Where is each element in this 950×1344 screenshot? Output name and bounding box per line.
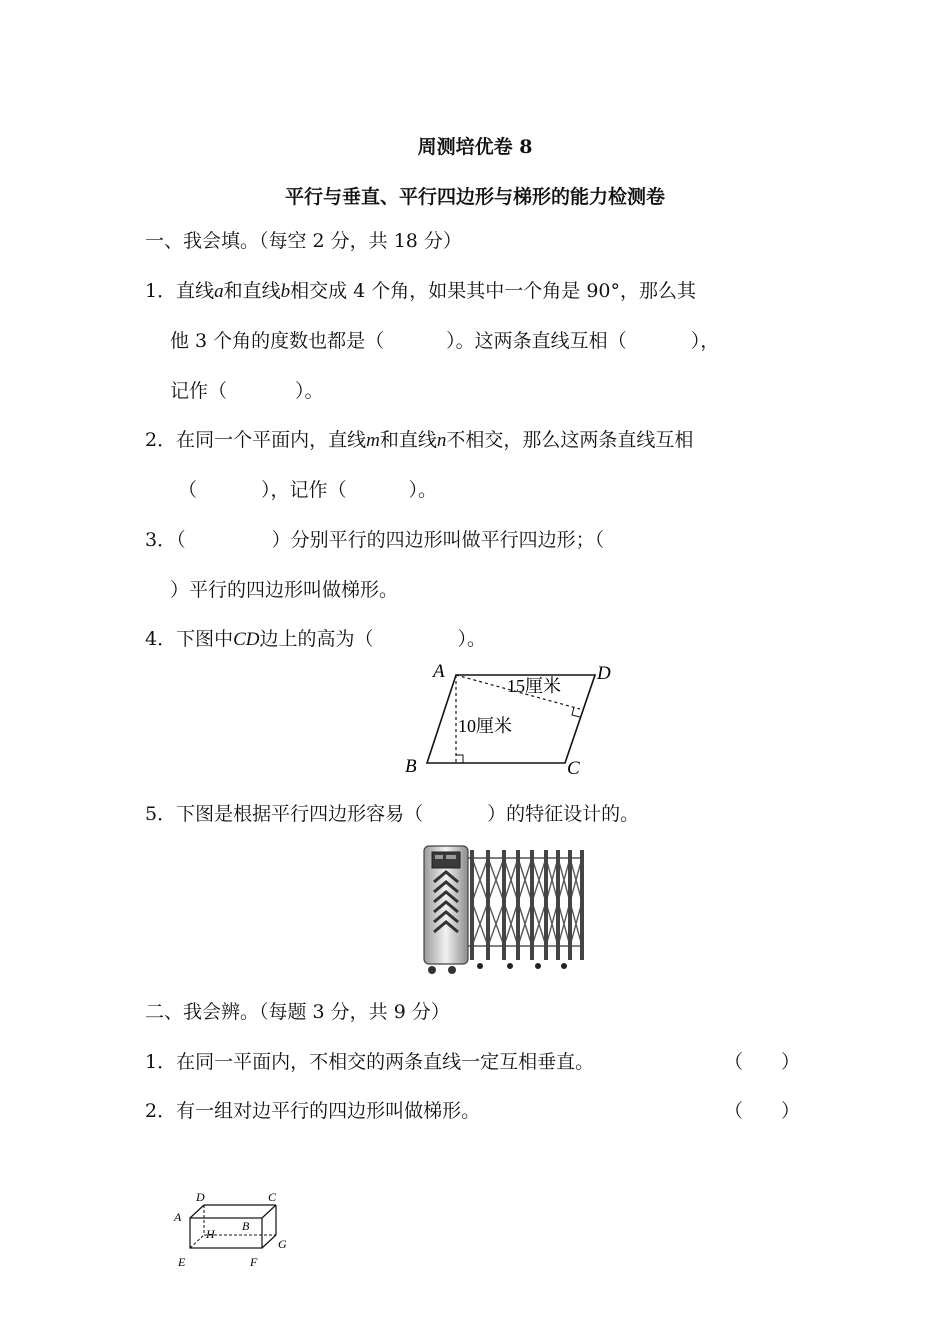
question-1-line-1 — [145, 279, 696, 304]
question-text: （ — [176, 529, 186, 551]
question-number: 1． — [145, 1051, 177, 1073]
question-number: 1． — [145, 280, 177, 302]
vertex-label-a: A — [433, 661, 445, 682]
dimension-label-10cm: 10厘米 — [458, 716, 512, 736]
judge-question-1 — [145, 1050, 594, 1074]
question-text: ）。这两条直线互相（ — [446, 330, 627, 352]
question-number: 4． — [145, 628, 177, 650]
question-text: 在同一个平面内，直线 — [176, 429, 367, 451]
question-text: 不相交，那么这两条直线互相 — [446, 429, 694, 451]
question-3-line-1 — [145, 528, 604, 552]
vertex-label-b: B — [405, 756, 417, 777]
variable-cd: CD — [233, 629, 260, 650]
right-angle-mark-bc — [456, 755, 463, 763]
answer-bracket-1[interactable]: （ ） — [724, 1051, 801, 1073]
question-text: （ — [178, 479, 198, 501]
section2-heading: 二、我会辨。（每题 3 分，共 9 分） — [145, 1001, 450, 1023]
question-1-line-2 — [170, 329, 719, 353]
question-5-line-1 — [145, 802, 639, 826]
vertex-label-c: C — [268, 1190, 277, 1204]
question-3-line-2: ）平行的四边形叫做梯形。 — [170, 579, 399, 601]
dimension-label-15cm: 15厘米 — [507, 676, 561, 696]
vertex-label-c: C — [567, 758, 580, 779]
question-text: 直线 — [176, 280, 215, 302]
vertex-label-e: E — [178, 1255, 186, 1269]
question-text: ），记作（ — [261, 479, 347, 501]
question-number: 5． — [145, 803, 177, 825]
question-text: ）。 — [295, 380, 324, 402]
question-text: ）。 — [457, 628, 487, 650]
page-title: 周测培优卷 8 — [417, 136, 533, 158]
question-text: ）。 — [408, 479, 438, 501]
page-subtitle: 平行与垂直、平行四边形与梯形的能力检测卷 — [284, 186, 665, 208]
vertex-label-d: D — [597, 663, 611, 684]
vertex-label-f: F — [250, 1255, 258, 1269]
vertex-label-a: A — [174, 1210, 182, 1224]
cuboid-figure — [168, 1185, 298, 1271]
question-1-line-3 — [170, 379, 324, 403]
judge-question-2 — [145, 1099, 480, 1123]
variable-b: b — [280, 281, 291, 302]
question-text: 他 3 个角的度数也都是（ — [170, 330, 385, 352]
answer-bracket-2[interactable]: （ ） — [724, 1100, 801, 1122]
retractable-gate-image — [418, 838, 588, 978]
question-text: 和直线 — [379, 429, 437, 451]
vertex-label-b: B — [242, 1219, 250, 1233]
question-text: 下图是根据平行四边形容易（ — [176, 803, 424, 825]
question-text: ）的特征设计的。 — [487, 803, 640, 825]
question-text: 和直线 — [223, 280, 281, 302]
question-number: 2． — [145, 1100, 177, 1122]
question-text: 在同一平面内，不相交的两条直线一定互相垂直。 — [176, 1051, 595, 1073]
question-text: 边上的高为（ — [259, 628, 374, 650]
variable-a: a — [214, 281, 224, 302]
question-number: 3． — [145, 529, 177, 551]
question-number: 2． — [145, 429, 177, 451]
question-2-line-1 — [145, 428, 693, 453]
question-text: 相交成 4 个角，如果其中一个角是 90°，那么其 — [290, 280, 697, 302]
question-text: ）， — [690, 330, 720, 352]
vertex-label-h: H — [206, 1227, 215, 1241]
variable-n: n — [436, 430, 447, 451]
question-2-line-2 — [178, 478, 437, 502]
section1-heading: 一、我会填。（每空 2 分，共 18 分） — [145, 230, 462, 252]
question-text: ）分别平行的四边形叫做平行四边形；（ — [271, 529, 605, 551]
question-text: 下图中 — [176, 628, 234, 650]
question-4-line-1 — [145, 627, 486, 652]
vertex-label-g: G — [278, 1237, 287, 1251]
vertex-label-d: D — [196, 1190, 205, 1204]
question-text: 有一组对边平行的四边形叫做梯形。 — [176, 1100, 481, 1122]
variable-m: m — [366, 430, 380, 451]
question-text: 记作（ — [170, 380, 228, 402]
parallelogram-figure — [395, 655, 625, 785]
